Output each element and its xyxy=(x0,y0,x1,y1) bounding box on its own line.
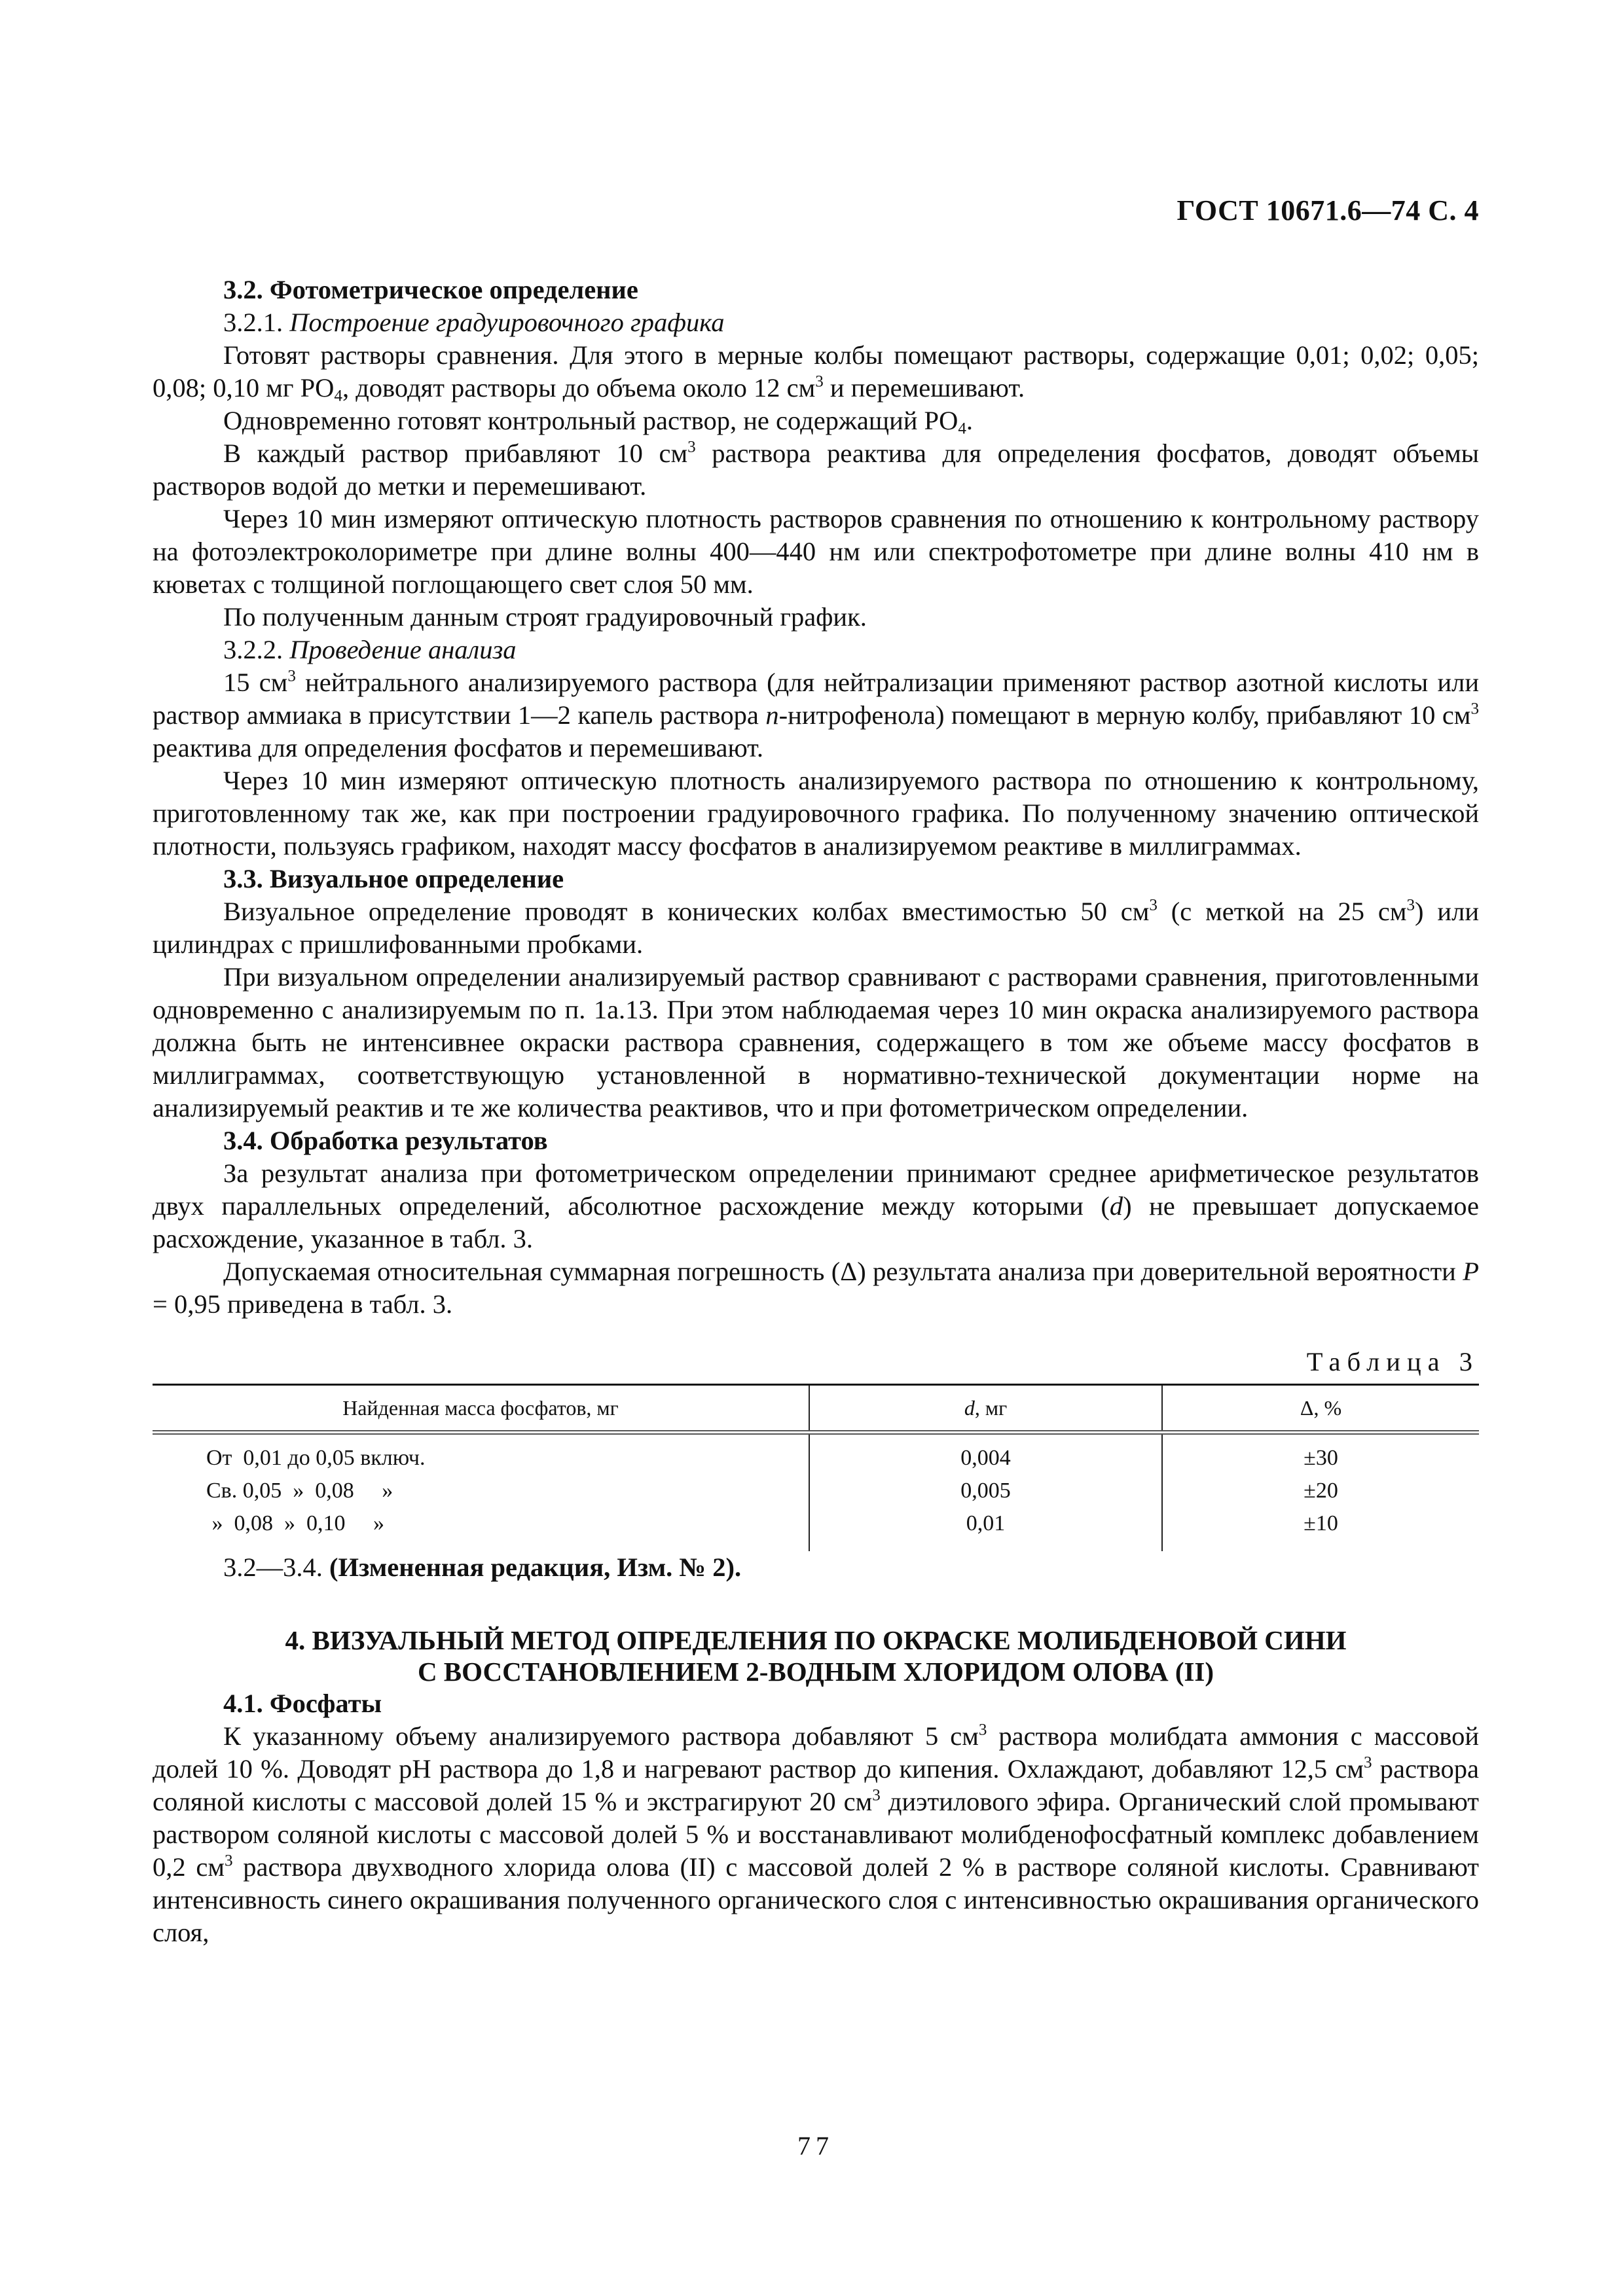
paragraph: По полученным данным строят градуировочный график. xyxy=(223,602,867,632)
change-note: 3.2—3.4. (Измененная редакция, Изм. № 2). xyxy=(223,1552,742,1582)
section-3-3-title: 3.3. Визуальное определение xyxy=(223,864,564,893)
table-row xyxy=(153,1433,1479,1477)
paragraph: Визуальное определение проводят в конических колбах вместимостью 50 $см^3$ (с меткой на 25 $см^3$) или цилиндрах с пришлифованными пробками. xyxy=(153,896,1479,959)
table-cell-d: 0,01 xyxy=(809,1509,1162,1551)
table-cell-delta: ±20 xyxy=(1304,1479,1338,1503)
paragraph: Через 10 мин измеряют оптическую плотность растворов сравнения по отношению к контрольному раствору на фотоэлектроколориметре при длине волны 400—440 нм или спектрофотометре при длине волны 410 нм в кюветах с толщиной поглощающего свет слоя 50 мм. xyxy=(153,504,1479,599)
paragraph: Допускаемая относительная суммарная погрешность (Δ) результата анализа при доверительной вероятности P = 0,95 приведена в табл. 3. xyxy=(153,1257,1479,1319)
paragraph: Готовят растворы сравнения. Для этого в мерные колбы помещают растворы, содержащие 0,01; 0,02; 0,05; 0,08; 0,10 мг $PO_4$, доводят растворы до объема около 12 $см^3$ и перемешивают. xyxy=(153,340,1479,405)
paragraph: 15 $см^3$ нейтрального анализируемого раствора (для нейтрализации применяют раствор азотной кислоты или раствор аммиака в присутствии 1—2 капель раствора n-нитрофенола) помещают в мерную колбу, прибавляют 10 $см^3$ реактива для определения фосфатов и перемешивают. xyxy=(153,667,1480,762)
table-row xyxy=(153,1509,1479,1551)
table-cell-d: 0,004 xyxy=(809,1433,1162,1477)
section-4-title: 4. ВИЗУАЛЬНЫЙ МЕТОД ОПРЕДЕЛЕНИЯ ПО ОКРАСКЕ МОЛИБДЕНОВОЙ СИНИ С ВОССТАНОВЛЕНИЕМ 2-ВОДНЫМ ХЛОРИДОМ ОЛОВА (II) xyxy=(285,1625,1347,1687)
paragraph: В каждый раствор прибавляют 10 $см^3$ раствора реактива для определения фосфатов, доводят объемы растворов водой до метки и перемешивают. xyxy=(153,438,1480,501)
section-3-2-1-title: 3.2.1. Построение градуировочного графика xyxy=(223,308,725,337)
table-cell-delta: ±30 xyxy=(1304,1446,1338,1470)
table-header-delta: Δ, % xyxy=(1162,1385,1479,1433)
section-4-1-title: 4.1. Фосфаты xyxy=(223,1689,382,1718)
table-row xyxy=(153,1477,1479,1509)
table-cell-mass: Св. 0,05 » 0,08 » xyxy=(153,1477,809,1509)
document-body xyxy=(153,274,1479,1949)
table-header-mass: Найденная масса фосфатов, мг xyxy=(153,1385,809,1433)
paragraph: Через 10 мин измеряют оптическую плотность анализируемого раствора по отношению к контрольному, приготовленному так же, как при построении градуировочного графика. По полученному значению оптической плотности, пользуясь графиком, находят массу фосфатов в анализируемом реактиве в миллиграммах. xyxy=(153,766,1479,861)
paragraph: Одновременно готовят контрольный раствор, не содержащий $PO_4$. xyxy=(223,406,974,438)
section-3-2-title: 3.2. Фотометрическое определение xyxy=(223,275,638,304)
table-cell-delta: ±10 xyxy=(1304,1511,1338,1535)
document-header: ГОСТ 10671.6—74 С. 4 xyxy=(1176,194,1479,226)
page-number: 77 xyxy=(797,2131,834,2161)
table-cell-mass: » 0,08 » 0,10 » xyxy=(153,1509,809,1551)
table-cell-mass: От 0,01 до 0,05 включ. xyxy=(153,1433,809,1477)
paragraph: За результат анализа при фотометрическом определении принимают среднее арифметическое результатов двух параллельных определений, абсолютное расхождение между которыми (d) не превышает допускаемое расхождение, указанное в табл. 3. xyxy=(153,1158,1479,1253)
table-header-d: d, мг xyxy=(809,1385,1162,1433)
section-3-4-title: 3.4. Обработка результатов xyxy=(223,1126,548,1155)
table-3 xyxy=(153,1384,1479,1551)
document-page xyxy=(153,0,1479,2296)
paragraph: При визуальном определении анализируемый раствор сравнивают с растворами сравнения, приготовленными одновременно с анализируемым по п. 1а.13. При этом наблюдаемая через 10 мин окраска анализируемого раствора должна быть не интенсивнее окраски раствора сравнения, содержащего в том же объеме массу фосфатов в миллиграммах, соответствующую установленной в нормативно-технической документации норме на анализируемый реактив и те же количества реактивов, что и при фотометрическом определении. xyxy=(153,962,1479,1122)
table-caption: Таблица 3 xyxy=(1306,1347,1479,1376)
section-3-2-2-title: 3.2.2. Проведение анализа xyxy=(223,635,517,664)
paragraph: К указанному объему анализируемого раствора добавляют 5 $см^3$ раствора молибдата аммония с массовой долей 10 %. Доводят pH раствора до 1,8 и нагревают раствор до кипения. Охлаждают, добавляют 12,5 $см^3$ раствора соляной кислоты с массовой долей 15 % и экстрагируют 20 $см^3$ диэтилового эфира. Органический слой промывают раствором соляной кислоты с массовой долей 5 % и восстанавливают молибденофосфатный комплекс добавлением 0,2 $см^3$ раствора двухводного хлорида олова (II) с массовой долей 2 % в растворе соляной кислоты. Сравнивают интенсивность синего окрашивания полученного органического слоя с интенсивностью окрашивания органического слоя, xyxy=(153,1721,1479,1947)
table-cell-d: 0,005 xyxy=(809,1477,1162,1509)
